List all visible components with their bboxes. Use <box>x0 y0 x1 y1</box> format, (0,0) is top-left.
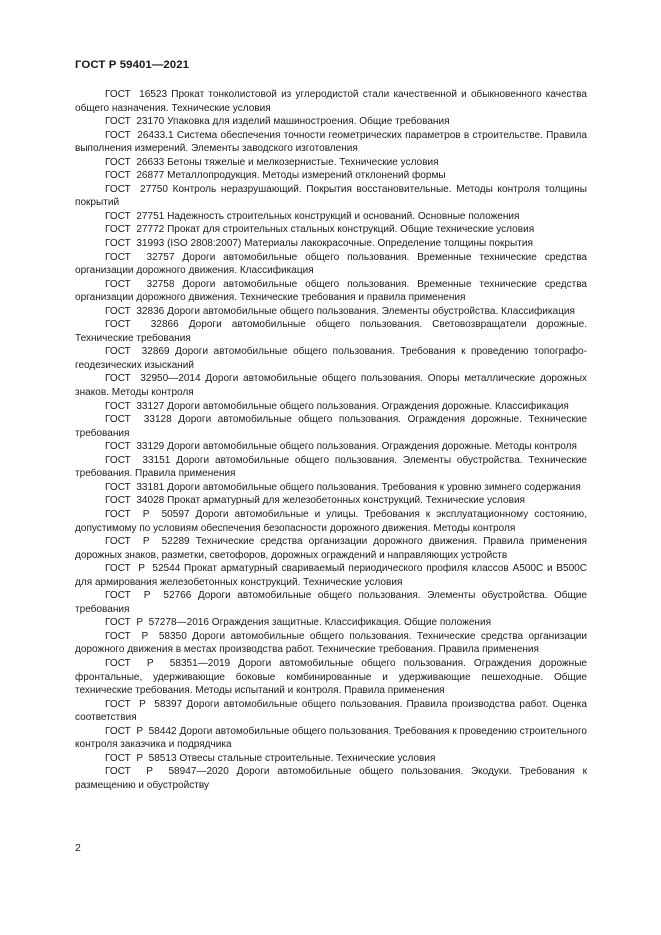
standard-code: ГОСТ Р 58397 <box>105 698 183 710</box>
reference-entry <box>75 454 587 481</box>
reference-entry <box>75 115 587 129</box>
standard-code: ГОСТ 27751 <box>105 210 165 222</box>
standard-title: Технические средства организации дорожного движения. Правила применения дорожных знаков, разметки, светофоров, дорожных ограждений и направляющих устройств <box>75 536 587 561</box>
standard-title: Система обеспечения точности геометрических параметров в строительстве. Правила выполнения измерений. Элементы заводского изготовления <box>75 129 587 155</box>
reference-entry <box>75 725 587 752</box>
standard-title: Дороги автомобильные общего пользования. Ограждения дорожные. Методы контроля <box>167 441 577 453</box>
reference-entry <box>75 440 587 454</box>
standard-title: Ограждения защитные. Классификация. Общие положения <box>211 617 492 629</box>
reference-entry <box>75 494 587 508</box>
standard-title: Прокат арматурный свариваемый периодического профиля классов А500С и В500С для армирования железобетонных конструкций. Технические условия <box>75 563 588 588</box>
standard-title: Прокат арматурный для железобетонных конструкций. Технические условия <box>167 495 525 507</box>
reference-entry <box>75 223 587 237</box>
standard-title: Дороги автомобильные общего пользования. Экодуки. Требования к размещению и обустройству <box>75 766 588 791</box>
document-title: ГОСТ Р 59401—2021 <box>75 59 190 71</box>
reference-entry <box>75 278 587 305</box>
standard-title: Дороги автомобильные общего пользования. Элементы обустройства. Технические требования. Правила применения <box>75 454 587 480</box>
reference-entry <box>75 481 587 495</box>
reference-entry <box>75 305 587 319</box>
standard-code: ГОСТ 26433.1 <box>105 129 174 141</box>
standard-title: Дороги автомобильные общего пользования. Временные технические средства организации дорожного движения. Технические требования и правила применения <box>75 278 588 304</box>
standard-title: Дороги автомобильные общего пользования. Световозвращатели дорожные. Технические требования <box>75 319 587 344</box>
standard-title: Дороги автомобильные общего пользования. Опоры металлические дорожных знаков. Методы контроля <box>75 373 587 399</box>
standard-code: ГОСТ 27750 <box>105 183 168 195</box>
standard-code: ГОСТ Р 57278—2016 <box>105 617 209 629</box>
reference-entry <box>75 169 587 183</box>
standard-code: ГОСТ 33127 <box>105 400 165 412</box>
standard-code: ГОСТ 33181 <box>105 481 165 493</box>
standard-title: Бетоны тяжелые и мелкозернистые. Технические условия <box>167 156 439 168</box>
standard-code: ГОСТ 27772 <box>105 224 165 236</box>
reference-entry <box>75 589 587 616</box>
reference-entry <box>75 413 587 440</box>
reference-entry <box>75 616 587 630</box>
reference-entry <box>75 400 587 414</box>
standard-title: Прокат тонколистовой из углеродистой стали качественной и обыкновенного качества общего назначения. Технические условия <box>75 89 587 114</box>
reference-entry <box>75 129 587 156</box>
standard-title: Дороги автомобильные общего пользования. Ограждения дорожные. Технические требования <box>75 414 587 439</box>
standard-title: (ISO 2808:2007) Материалы лакокрасочные. Определение толщины покрытия <box>167 238 533 250</box>
standard-code: ГОСТ 34028 <box>105 495 165 507</box>
reference-entry <box>75 698 587 725</box>
page-number: 2 <box>75 842 81 854</box>
standard-code: ГОСТ 33128 <box>105 414 172 426</box>
standard-code: ГОСТ 32950—2014 <box>105 373 201 385</box>
standard-title: Прокат для строительных стальных конструкций. Общие технические условия <box>167 224 535 236</box>
standard-title: Дороги автомобильные общего пользования. Элементы обустройства. Классификация <box>167 305 575 317</box>
reference-entry <box>75 318 587 345</box>
standard-title: Дороги автомобильные и улицы. Требования к эксплуатационному состоянию, допустимому по условиям обеспечения безопасности дорожного движения. Методы контроля <box>75 508 587 534</box>
reference-entry <box>75 535 587 562</box>
standard-code: ГОСТ 26633 <box>105 156 165 168</box>
reference-entry <box>75 210 587 224</box>
standard-code: ГОСТ 32866 <box>105 319 179 331</box>
reference-entry <box>75 657 587 698</box>
standard-code: ГОСТ Р 50597 <box>105 508 190 520</box>
standard-code: ГОСТ Р 58513 <box>105 752 177 764</box>
standard-code: ГОСТ Р 58350 <box>105 630 187 642</box>
reference-entry <box>75 251 587 278</box>
standard-title: Металлопродукция. Методы измерений отклонений формы <box>167 170 446 182</box>
standard-code: ГОСТ 32869 <box>105 346 170 358</box>
standard-title: Дороги автомобильные общего пользования. Ограждения дорожные фронтальные, удерживающие боковые комбинированные и удерживающие пешеходные. Общие технические требования. Методы испытаний и контроля. Правила применения <box>75 657 588 697</box>
standard-title: Надежность строительных конструкций и оснований. Основные положения <box>167 210 520 222</box>
standard-title: Дороги автомобильные общего пользования. Временные технические средства организации дорожного движения. Классификация <box>75 251 588 277</box>
reference-entry <box>75 752 587 766</box>
standard-title: Дороги автомобильные общего пользования. Элементы обустройства. Общие требования <box>75 590 588 615</box>
standard-code: ГОСТ 33151 <box>105 454 171 466</box>
standard-code: ГОСТ Р 58351—2019 <box>105 657 231 669</box>
reference-entry <box>75 183 587 210</box>
document-header <box>75 59 189 71</box>
reference-entry <box>75 372 587 399</box>
reference-entry <box>75 88 587 115</box>
standard-title: Дороги автомобильные общего пользования. Технические средства организации дорожного движения в местах производства работ. Технические требования. Правила применения <box>75 630 587 656</box>
standard-code: ГОСТ 32836 <box>105 305 165 317</box>
standard-code: ГОСТ Р 52544 <box>105 563 181 575</box>
standard-code: ГОСТ 32757 <box>105 251 175 263</box>
normative-references-list <box>75 88 587 792</box>
standard-code: ГОСТ Р 58442 <box>105 725 177 737</box>
standard-title: Упаковка для изделий машиностроения. Общие требования <box>167 116 450 128</box>
reference-entry <box>75 156 587 170</box>
standard-title: Контроль неразрушающий. Покрытия восстановительные. Методы контроля толщины покрытий <box>75 183 587 209</box>
standard-code: ГОСТ Р 52289 <box>105 536 190 548</box>
standard-title: Дороги автомобильные общего пользования. Правила производства работ. Оценка соответствия <box>75 698 587 724</box>
standard-code: ГОСТ 26877 <box>105 170 165 182</box>
reference-entry <box>75 345 587 372</box>
standard-title: Дороги автомобильные общего пользования. Ограждения дорожные. Классификация <box>167 400 569 412</box>
standard-code: ГОСТ 31993 <box>105 238 165 250</box>
standard-code: ГОСТ 32758 <box>105 278 175 290</box>
standard-code: ГОСТ Р 58947—2020 <box>105 766 229 778</box>
reference-entry <box>75 237 587 251</box>
reference-entry <box>75 562 587 589</box>
standard-title: Дороги автомобильные общего пользования. Требования к проведению строительного контроля заказчика и подрядчика <box>75 725 587 751</box>
reference-entry <box>75 508 587 535</box>
standard-title: Дороги автомобильные общего пользования. Требования к уровню зимнего содержания <box>167 481 581 493</box>
standard-title: Отвесы стальные строительные. Технические условия <box>179 752 436 764</box>
standard-code: ГОСТ Р 52766 <box>105 590 192 602</box>
standard-code: ГОСТ 23170 <box>105 116 165 128</box>
standard-code: ГОСТ 33129 <box>105 441 165 453</box>
standard-code: ГОСТ 16523 <box>105 89 168 100</box>
reference-entry <box>75 765 587 792</box>
standard-title: Дороги автомобильные общего пользования. Требования к проведению топографо-геодезических изысканий <box>75 346 587 371</box>
reference-entry <box>75 630 587 657</box>
